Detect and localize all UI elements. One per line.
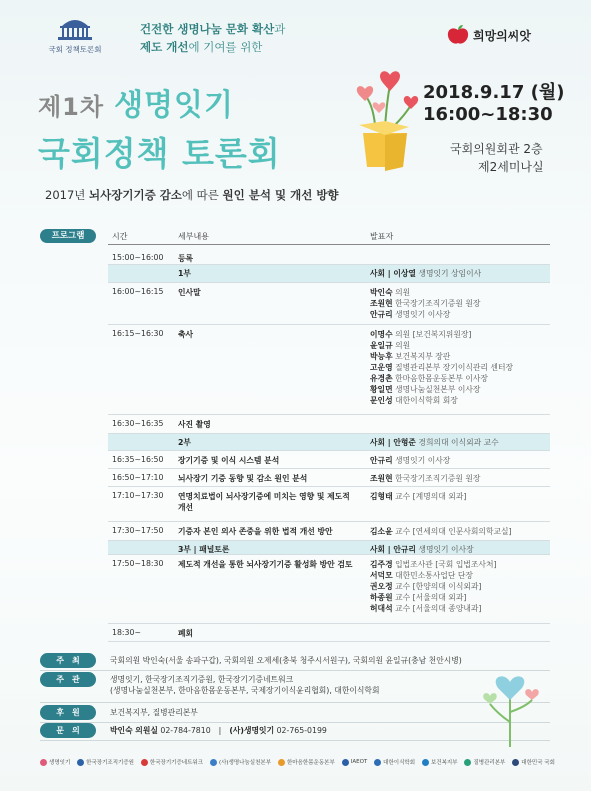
national-assembly-logo bbox=[32, 16, 118, 55]
logo-mark-icon bbox=[464, 759, 471, 766]
subtitle-pre: 2017년 bbox=[45, 188, 90, 202]
footer-logos bbox=[40, 758, 555, 766]
row-content: 뇌사장기 기증 동향 및 감소 원인 분석 bbox=[178, 474, 308, 483]
row-time: 16:50~17:10 bbox=[112, 473, 164, 482]
speaker-line bbox=[370, 309, 480, 320]
heart-gift-box-illustration bbox=[345, 65, 425, 185]
program-row bbox=[108, 487, 550, 522]
subtitle-bold1: 뇌사장기기증 감소 bbox=[89, 188, 182, 202]
row-time: 17:10~17:30 bbox=[112, 491, 164, 500]
speaker-line bbox=[370, 544, 474, 555]
footer-logo bbox=[40, 758, 70, 766]
col-speaker: 발표자 bbox=[370, 232, 394, 241]
speaker-role: 질병관리본부 장기이식관리 센터장 bbox=[395, 363, 514, 372]
speaker-name: 조원현 bbox=[370, 474, 393, 483]
speaker-line bbox=[370, 268, 481, 279]
assembly-building-icon bbox=[54, 16, 96, 42]
footer-logo-text: 한국장기기증네트워크 bbox=[149, 760, 204, 766]
speaker-line bbox=[370, 455, 450, 466]
row-content: 기증자 본인 의사 존중을 위한 법적 개선 방안 bbox=[178, 527, 333, 536]
row-content: 폐회 bbox=[178, 629, 194, 638]
program-row bbox=[108, 469, 550, 487]
program-column-header bbox=[108, 229, 550, 245]
partner-logo-text: 희망의씨앗 bbox=[473, 28, 531, 43]
speaker-line bbox=[370, 437, 499, 448]
speaker-role: 입법조사관 [국회 입법조사처] bbox=[395, 560, 497, 569]
row-speakers bbox=[370, 559, 497, 614]
tagline bbox=[140, 20, 285, 56]
speaker-name: 권오정 bbox=[370, 582, 393, 591]
title-line1 bbox=[38, 80, 234, 124]
program-row bbox=[108, 555, 550, 624]
logo-mark-icon bbox=[40, 759, 47, 766]
row-time: 16:35~16:50 bbox=[112, 455, 164, 464]
speaker-line bbox=[370, 351, 513, 362]
speaker-name: 서덕모 bbox=[370, 571, 393, 580]
speaker-name: 박능후 bbox=[370, 352, 393, 361]
speaker-line bbox=[370, 373, 513, 384]
speaker-role: 교수 [계명의대 외과] bbox=[395, 492, 467, 501]
row-time: 16:00~16:15 bbox=[112, 287, 164, 296]
row-speakers bbox=[370, 437, 499, 448]
speaker-name: 문인성 bbox=[370, 396, 393, 405]
speaker-line bbox=[370, 592, 497, 603]
info-text bbox=[110, 655, 462, 666]
event-date: 2018.9.17 (월) bbox=[423, 82, 565, 103]
logo-mark-icon bbox=[141, 759, 148, 766]
speaker-name: 박인숙 bbox=[370, 288, 393, 297]
speaker-name: 김형태 bbox=[370, 492, 393, 501]
tagline2-bold: 제도 개선 bbox=[140, 40, 189, 54]
speaker-role: 의원 bbox=[395, 288, 411, 297]
logo-mark-icon bbox=[278, 759, 285, 766]
speaker-name: 사회 | 이상열 bbox=[370, 269, 416, 278]
contact-separator: | bbox=[218, 726, 222, 735]
row-content: 1부 bbox=[178, 269, 191, 278]
speaker-role: 의원 [보건복지위원장] bbox=[395, 330, 472, 339]
footer-logo bbox=[141, 758, 203, 766]
subtitle bbox=[45, 187, 339, 203]
row-content: 2부 bbox=[178, 438, 191, 447]
speaker-role: 의원 bbox=[395, 341, 411, 350]
speaker-role: 대한민소통사업단 단장 bbox=[395, 571, 473, 580]
speaker-name: 김소윤 bbox=[370, 527, 393, 536]
speaker-line bbox=[370, 491, 466, 502]
row-time: 18:30~ bbox=[112, 628, 142, 637]
speaker-name: 사회 | 안규리 bbox=[370, 545, 416, 554]
speaker-line bbox=[370, 603, 497, 614]
row-speakers bbox=[370, 455, 450, 466]
program-row bbox=[108, 451, 550, 469]
tagline1-rest: 과 bbox=[274, 22, 286, 36]
speaker-name: 하종원 bbox=[370, 593, 393, 602]
speaker-name: 이명수 bbox=[370, 330, 393, 339]
info-line: (생명나눔실천본부, 한마음한몸운동본부, 국제장기이식윤리협회), 대한이식학회 bbox=[110, 686, 380, 695]
info-label: 문의 bbox=[40, 723, 96, 738]
logo-mark-icon bbox=[374, 759, 381, 766]
speaker-name: 고운영 bbox=[370, 363, 393, 372]
row-time: 16:15~16:30 bbox=[112, 329, 164, 338]
speaker-name: 허대석 bbox=[370, 604, 393, 613]
apple-icon bbox=[446, 24, 470, 46]
hope-seed-logo bbox=[446, 24, 531, 46]
row-content: 연명치료법이 뇌사장기증에 미치는 영향 및 제도적 개선 bbox=[178, 492, 350, 512]
speaker-name: 윤일규 bbox=[370, 341, 393, 350]
row-content: 인사말 bbox=[178, 288, 201, 297]
speaker-role: 교수 [서울의대 외과] bbox=[395, 593, 467, 602]
contact1-phone: 02-784-7810 bbox=[157, 726, 211, 735]
org-logo-text: 국회 정책토론회 bbox=[48, 45, 102, 54]
speaker-name: 안규리 bbox=[370, 456, 393, 465]
footer-logo bbox=[210, 758, 271, 766]
contact1-name: 박인숙 의원실 bbox=[110, 726, 158, 735]
row-speakers bbox=[370, 329, 513, 406]
speaker-role: 교수 [서울의대 종양내과] bbox=[395, 604, 482, 613]
row-content: 제도적 개선을 통한 뇌사장기기증 활성화 방안 검토 bbox=[178, 560, 353, 569]
speaker-line bbox=[370, 581, 497, 592]
footer-logo bbox=[278, 758, 335, 766]
speaker-line bbox=[370, 362, 513, 373]
title-main: 생명잇기 bbox=[114, 88, 234, 123]
speaker-role: 한마음한몸운동본부 이사장 bbox=[395, 374, 488, 383]
speaker-role: 생명나눔실천본부 이사장 bbox=[395, 385, 481, 394]
speaker-line bbox=[370, 298, 480, 309]
info-label: 주관 bbox=[40, 672, 96, 687]
col-content: 세부내용 bbox=[178, 232, 209, 241]
speaker-line bbox=[370, 395, 513, 406]
row-speakers bbox=[370, 473, 480, 484]
row-time: 16:30~16:35 bbox=[112, 419, 164, 428]
speaker-name: 사회 | 안형준 bbox=[370, 438, 416, 447]
footer-logo-text: 한국장기조직기증원 bbox=[86, 760, 134, 766]
speaker-role: 생명잇기 상임이사 bbox=[418, 269, 482, 278]
speaker-role: 경희의대 이식외과 교수 bbox=[418, 438, 499, 447]
speaker-line bbox=[370, 340, 513, 351]
row-time: 17:50~18:30 bbox=[112, 559, 164, 568]
row-speakers bbox=[370, 287, 480, 320]
info-text bbox=[110, 707, 198, 718]
program-row bbox=[108, 522, 550, 541]
program-row bbox=[108, 415, 550, 434]
title-line2: 국회정책 토론회 bbox=[38, 134, 281, 173]
speaker-line bbox=[370, 329, 513, 340]
row-content: 축사 bbox=[178, 330, 194, 339]
plant-illustration bbox=[470, 652, 550, 747]
speaker-line bbox=[370, 526, 512, 537]
contact2-phone: 02-765-0199 bbox=[274, 726, 327, 735]
logo-mark-icon bbox=[342, 759, 349, 766]
footer-logo-text: 대한이식학회 bbox=[383, 760, 416, 766]
event-time: 16:00~18:30 bbox=[423, 104, 553, 125]
speaker-line bbox=[370, 570, 497, 581]
footer-logo-text: (사)생명나눔실천본부 bbox=[218, 760, 272, 766]
info-line: 국회의원 박인숙(서울 송파구갑), 국회의원 오제세(충북 청주시서원구), 국회의원 윤일규(충남 천안시병) bbox=[110, 656, 462, 665]
speaker-role: 교수 [한양의대 이식외과] bbox=[395, 582, 482, 591]
row-speakers bbox=[370, 268, 481, 279]
speaker-line bbox=[370, 384, 513, 395]
program-pill: 프로그램 bbox=[40, 229, 96, 243]
speaker-role: 보건복지부 장관 bbox=[395, 352, 451, 361]
row-content: 등록 bbox=[178, 254, 194, 263]
row-content: 사진 촬영 bbox=[178, 420, 211, 429]
logo-mark-icon bbox=[422, 759, 429, 766]
footer-logo bbox=[77, 758, 134, 766]
info-label: 후원 bbox=[40, 705, 96, 720]
footer-logo-text: 생명잇기 bbox=[49, 760, 71, 766]
logo-mark-icon bbox=[210, 759, 217, 766]
footer-logo bbox=[342, 759, 368, 766]
footer-logo-text: 한마음한몸운동본부 bbox=[286, 760, 335, 766]
footer-logo-text: IAEOT bbox=[350, 759, 368, 765]
info-line: 보건복지부, 질병관리본부 bbox=[110, 708, 198, 717]
title-ordinal: 제1차 bbox=[38, 93, 105, 121]
footer-logo bbox=[374, 758, 415, 766]
logo-mark-icon bbox=[512, 759, 519, 766]
program-section-bar bbox=[108, 434, 550, 451]
footer-logo-text: 보건복지부 bbox=[430, 760, 458, 766]
speaker-role: 한국장기조직기증원 원장 bbox=[395, 474, 481, 483]
program-row bbox=[108, 283, 550, 325]
row-time: 15:00~16:00 bbox=[112, 253, 164, 262]
speaker-line bbox=[370, 287, 480, 298]
row-speakers bbox=[370, 526, 512, 537]
info-text bbox=[110, 674, 380, 696]
speaker-name: 김주경 bbox=[370, 560, 393, 569]
col-time: 시간 bbox=[112, 232, 128, 241]
row-speakers bbox=[370, 491, 466, 502]
row-content: 장기기증 및 이식 시스템 분석 bbox=[178, 456, 280, 465]
speaker-role: 한국장기조직기증원 원장 bbox=[395, 299, 481, 308]
speaker-name: 조원현 bbox=[370, 299, 393, 308]
speaker-role: 교수 [연세의대 인문사회의학교실] bbox=[395, 527, 512, 536]
speaker-name: 황일면 bbox=[370, 385, 393, 394]
row-content: 3부 | 패널토론 bbox=[178, 545, 230, 554]
speaker-line bbox=[370, 559, 497, 570]
program-row bbox=[108, 325, 550, 415]
logo-mark-icon bbox=[77, 759, 84, 766]
info-text bbox=[110, 725, 327, 736]
venue-line2: 제2세미나실 bbox=[478, 160, 544, 174]
program-section-bar bbox=[108, 541, 550, 555]
speaker-line bbox=[370, 473, 480, 484]
info-line: 생명잇기, 한국장기조직기증원, 한국장기기증네트워크 bbox=[110, 675, 294, 684]
row-time: 17:30~17:50 bbox=[112, 526, 164, 535]
row-speakers bbox=[370, 544, 474, 555]
program-row bbox=[108, 249, 550, 265]
speaker-role: 생명잇기 이사장 bbox=[395, 456, 451, 465]
footer-logo bbox=[422, 758, 458, 766]
venue-line1: 국회의원회관 2층 bbox=[450, 142, 543, 156]
tagline2-rest: 에 기여를 위한 bbox=[188, 40, 263, 54]
footer-logo bbox=[512, 758, 555, 766]
speaker-role: 생명잇기 이사장 bbox=[418, 545, 474, 554]
footer-logo-text: 질병관리본부 bbox=[473, 760, 506, 766]
tagline1-bold: 건전한 생명나눔 문화 확산 bbox=[140, 22, 275, 36]
speaker-role: 대한이식학회 회장 bbox=[395, 396, 458, 405]
speaker-name: 유경촌 bbox=[370, 374, 393, 383]
speaker-name: 안규리 bbox=[370, 310, 393, 319]
contact2-name: (사)생명잇기 bbox=[229, 726, 275, 735]
subtitle-mid: 에 따른 bbox=[181, 188, 223, 202]
speaker-role: 생명잇기 이사장 bbox=[395, 310, 451, 319]
subtitle-bold2: 원인 분석 및 개선 방향 bbox=[222, 188, 339, 202]
program-row bbox=[108, 624, 550, 642]
footer-logo bbox=[464, 758, 505, 766]
footer-logo-text: 대한민국 국회 bbox=[521, 760, 555, 766]
program-section-bar bbox=[108, 265, 550, 283]
info-label: 주최 bbox=[40, 653, 96, 668]
